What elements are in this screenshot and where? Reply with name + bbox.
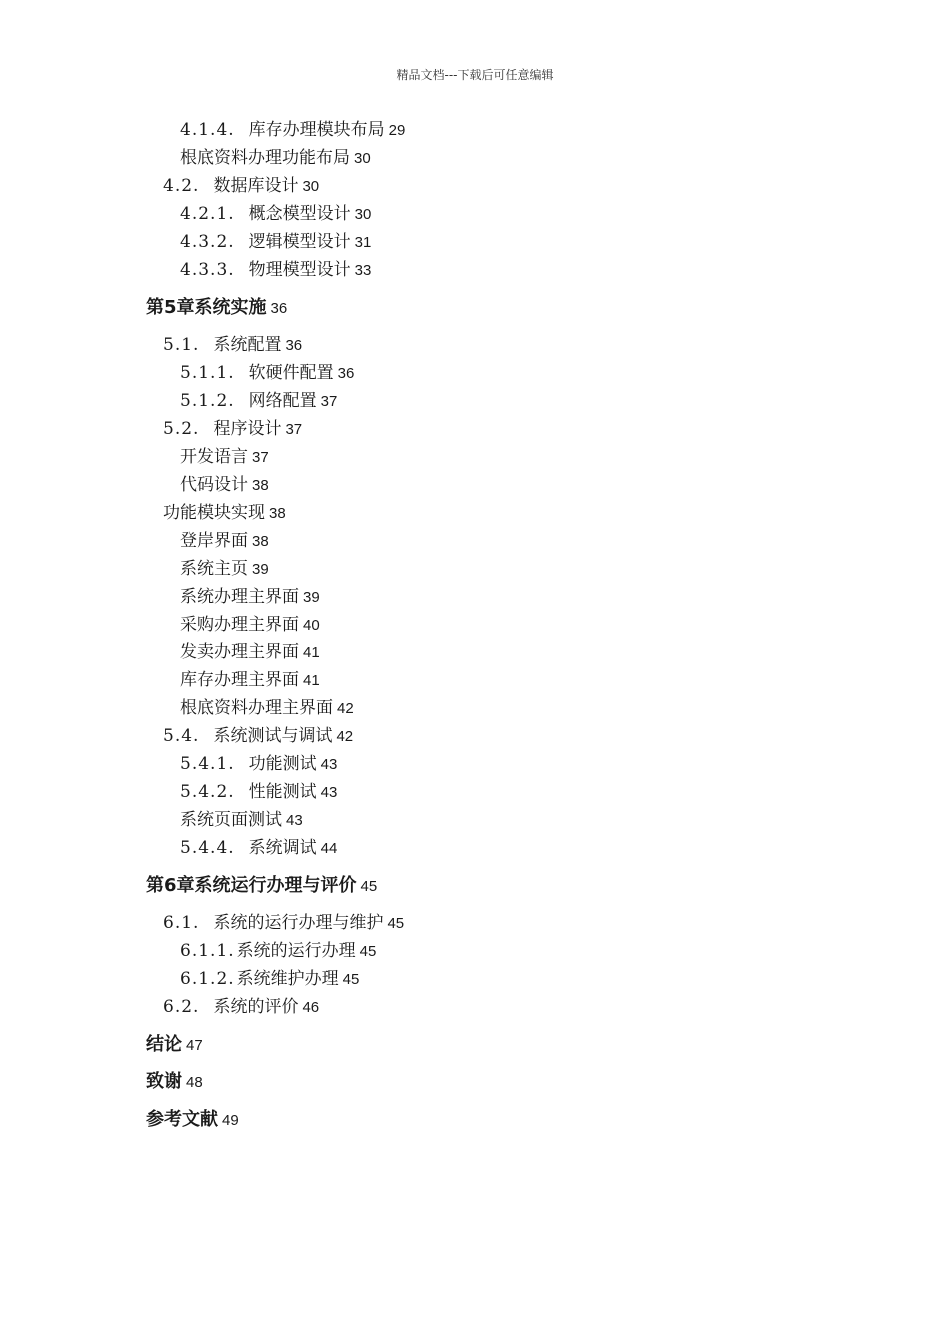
toc-entry-page-number: 45 bbox=[360, 878, 378, 895]
toc-entry[interactable] bbox=[180, 445, 269, 469]
toc-entry-number: 5.4.4. bbox=[180, 838, 235, 858]
toc-entry[interactable] bbox=[163, 911, 404, 935]
toc-entry[interactable] bbox=[180, 118, 405, 142]
toc-entry-page-number: 33 bbox=[354, 262, 372, 279]
toc-entry-title: 系统页面测试 bbox=[180, 810, 282, 830]
toc-entry[interactable] bbox=[180, 752, 337, 776]
toc-entry-page-number: 47 bbox=[186, 1037, 203, 1054]
toc-entry[interactable] bbox=[180, 808, 303, 832]
toc-entry-page-number: 37 bbox=[320, 393, 338, 410]
toc-entry[interactable] bbox=[180, 230, 371, 254]
toc-entry[interactable] bbox=[180, 780, 337, 804]
toc-entry[interactable] bbox=[163, 174, 319, 198]
toc-entry-title: 功能测试 bbox=[248, 754, 317, 774]
toc-entry-title: 第6章系统运行办理与评价 bbox=[146, 875, 357, 896]
toc-entry-title: 系统维护办理 bbox=[236, 969, 339, 989]
toc-entry-page-number: 31 bbox=[354, 234, 372, 251]
toc-entry[interactable] bbox=[180, 696, 354, 720]
toc-entry-title: 系统的运行办理与维护 bbox=[213, 913, 384, 933]
toc-entry-title: 结论 bbox=[146, 1034, 182, 1055]
toc-entry-number: 4.3.3. bbox=[180, 260, 235, 280]
toc-entry[interactable] bbox=[180, 557, 269, 581]
toc-entry-page-number: 30 bbox=[354, 150, 371, 167]
toc-entry[interactable] bbox=[146, 874, 377, 898]
toc-entry-title: 发卖办理主界面 bbox=[180, 642, 299, 662]
toc-entry[interactable] bbox=[163, 995, 319, 1019]
toc-entry-title: 库存办理主界面 bbox=[180, 670, 299, 690]
toc-entry-page-number: 30 bbox=[302, 178, 320, 195]
toc-entry-page-number: 45 bbox=[342, 971, 360, 988]
toc-entry-number: 5.1. bbox=[163, 335, 200, 355]
toc-entry-page-number: 29 bbox=[388, 122, 406, 139]
toc-entry-page-number: 45 bbox=[359, 943, 377, 960]
toc-entry[interactable] bbox=[180, 640, 320, 664]
toc-entry-number: 5.4.1. bbox=[180, 754, 235, 774]
toc-entry-page-number: 38 bbox=[252, 533, 269, 550]
toc-entry-page-number: 37 bbox=[252, 449, 269, 466]
toc-entry-page-number: 40 bbox=[303, 617, 320, 634]
toc-entry-page-number: 49 bbox=[222, 1112, 239, 1129]
toc-entry-page-number: 39 bbox=[303, 589, 320, 606]
toc-entry-title: 库存办理模块布局 bbox=[248, 120, 385, 140]
toc-entry-title: 系统配置 bbox=[213, 335, 282, 355]
toc-entry-page-number: 36 bbox=[285, 337, 303, 354]
toc-entry[interactable] bbox=[146, 1108, 239, 1132]
toc-entry-number: 4.2. bbox=[163, 176, 200, 196]
toc-entry-number: 4.3.2. bbox=[180, 232, 235, 252]
toc-entry-title: 功能模块实现 bbox=[163, 503, 265, 523]
toc-entry-title: 软硬件配置 bbox=[248, 363, 334, 383]
toc-entry-number: 5.1.2. bbox=[180, 391, 235, 411]
toc-entry-title: 登岸界面 bbox=[180, 531, 248, 551]
toc-entry-title: 开发语言 bbox=[180, 447, 248, 467]
toc-entry[interactable] bbox=[146, 1033, 203, 1057]
toc-entry[interactable] bbox=[180, 202, 371, 226]
toc-entry[interactable] bbox=[163, 724, 353, 748]
toc-entry[interactable] bbox=[180, 613, 320, 637]
toc-entry-page-number: 42 bbox=[337, 700, 354, 717]
toc-entry-page-number: 43 bbox=[320, 756, 338, 773]
toc-entry-title: 参考文献 bbox=[146, 1109, 218, 1130]
toc-entry-page-number: 38 bbox=[269, 505, 286, 522]
toc-entry-page-number: 41 bbox=[303, 644, 320, 661]
toc-entry-page-number: 45 bbox=[387, 915, 405, 932]
toc-entry-page-number: 44 bbox=[320, 840, 338, 857]
toc-entry-title: 系统的评价 bbox=[213, 997, 299, 1017]
page-header: 精品文档---下载后可任意编辑 bbox=[396, 68, 554, 82]
toc-entry-number: 5.4.2. bbox=[180, 782, 235, 802]
toc-entry[interactable] bbox=[146, 1070, 203, 1094]
toc-entry-number: 5.1.1. bbox=[180, 363, 235, 383]
toc-entry-title: 物理模型设计 bbox=[248, 260, 351, 280]
toc-entry-page-number: 37 bbox=[285, 421, 303, 438]
toc-entry-number: 5.4. bbox=[163, 726, 200, 746]
toc-entry-title: 系统办理主界面 bbox=[180, 587, 299, 607]
toc-entry-title: 网络配置 bbox=[248, 391, 317, 411]
toc-entry-title: 代码设计 bbox=[180, 475, 248, 495]
toc-entry-number: 6.1.2. bbox=[180, 969, 235, 989]
toc-entry-page-number: 42 bbox=[336, 728, 354, 745]
toc-entry-page-number: 38 bbox=[252, 477, 269, 494]
toc-entry[interactable] bbox=[163, 417, 302, 441]
toc-entry[interactable] bbox=[180, 836, 337, 860]
toc-entry-title: 系统测试与调试 bbox=[213, 726, 333, 746]
toc-entry[interactable] bbox=[180, 529, 269, 553]
toc-entry-page-number: 36 bbox=[337, 365, 355, 382]
toc-entry-number: 6.1. bbox=[163, 913, 200, 933]
toc-entry[interactable] bbox=[180, 258, 371, 282]
toc-entry[interactable] bbox=[180, 473, 269, 497]
toc-entry-number: 4.1.4. bbox=[180, 120, 235, 140]
toc-entry-page-number: 46 bbox=[302, 999, 320, 1016]
toc-entry-page-number: 30 bbox=[354, 206, 372, 223]
toc-entry-title: 系统的运行办理 bbox=[236, 941, 356, 961]
toc-entry[interactable] bbox=[180, 146, 371, 170]
toc-entry-title: 程序设计 bbox=[213, 419, 282, 439]
toc-entry-number: 5.2. bbox=[163, 419, 200, 439]
toc-entry[interactable] bbox=[180, 389, 337, 413]
toc-entry-page-number: 39 bbox=[252, 561, 269, 578]
toc-entry-page-number: 43 bbox=[320, 784, 338, 801]
toc-entry-title: 系统主页 bbox=[180, 559, 248, 579]
toc-entry[interactable] bbox=[180, 967, 359, 991]
toc-entry-page-number: 41 bbox=[303, 672, 320, 689]
toc-entry-number: 4.2.1. bbox=[180, 204, 235, 224]
toc-entry-title: 根底资料办理功能布局 bbox=[180, 148, 350, 168]
toc-entry-title: 第5章系统实施 bbox=[146, 297, 267, 318]
toc-entry-page-number: 36 bbox=[270, 300, 288, 317]
toc-entry-title: 根底资料办理主界面 bbox=[180, 698, 333, 718]
toc-entry-title: 逻辑模型设计 bbox=[248, 232, 351, 252]
toc-entry-title: 数据库设计 bbox=[213, 176, 299, 196]
toc-entry-page-number: 48 bbox=[186, 1074, 203, 1091]
toc-entry[interactable] bbox=[180, 361, 354, 385]
toc-entry-number: 6.2. bbox=[163, 997, 200, 1017]
toc-entry-page-number: 43 bbox=[286, 812, 303, 829]
toc-entry[interactable] bbox=[146, 296, 287, 320]
toc-entry[interactable] bbox=[163, 333, 302, 357]
toc-entry-title: 系统调试 bbox=[248, 838, 317, 858]
toc-entry-title: 概念模型设计 bbox=[248, 204, 351, 224]
toc-entry-title: 致谢 bbox=[146, 1071, 182, 1092]
toc-entry[interactable] bbox=[180, 585, 320, 609]
toc-entry[interactable] bbox=[180, 939, 376, 963]
toc-entry[interactable] bbox=[163, 501, 286, 525]
toc-entry-number: 6.1.1. bbox=[180, 941, 235, 961]
toc-entry-title: 性能测试 bbox=[248, 782, 317, 802]
toc-entry-title: 采购办理主界面 bbox=[180, 615, 299, 635]
toc-entry[interactable] bbox=[180, 668, 320, 692]
